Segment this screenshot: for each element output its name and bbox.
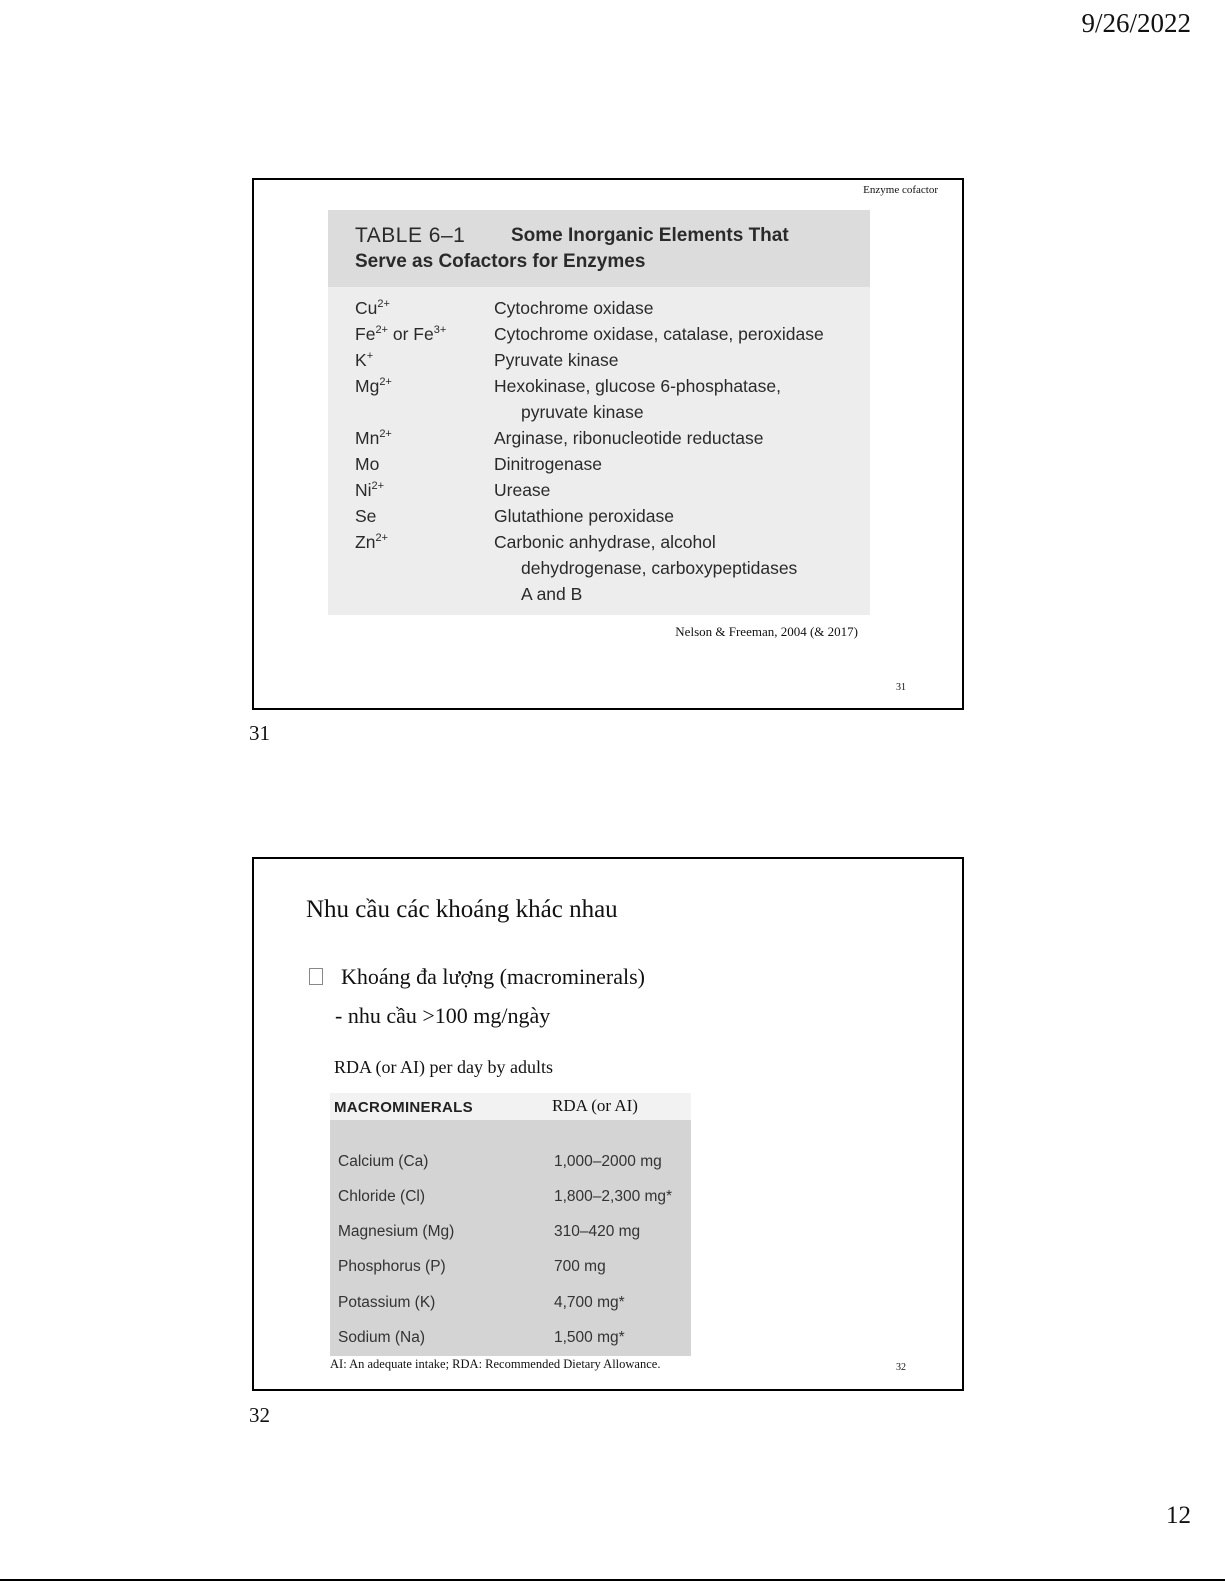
element-cell: K+ <box>355 350 374 370</box>
enzyme-cell: Dinitrogenase <box>494 454 602 474</box>
table-title-line2: Serve as Cofactors for Enzymes <box>355 251 646 272</box>
element-cell: Se <box>355 506 377 526</box>
mineral-rda: 700 mg <box>554 1258 606 1275</box>
table-label: TABLE 6–1 <box>355 224 466 247</box>
enzyme-cell: Pyruvate kinase <box>494 350 619 370</box>
column-header: RDA (or AI) <box>552 1096 638 1115</box>
enzyme-cell: Hexokinase, glucose 6-phosphatase, <box>494 376 781 396</box>
table-body <box>330 1120 691 1356</box>
slide-32 <box>252 857 964 1391</box>
sub-bullet: - nhu cầu >100 mg/ngày <box>335 1003 551 1028</box>
slide-topic-label: Enzyme cofactor <box>863 184 938 196</box>
mineral-rda: 1,500 mg* <box>554 1329 625 1346</box>
enzyme-cell: Arginase, ribonucleotide reductase <box>494 428 764 448</box>
enzyme-cell: A and B <box>521 584 583 604</box>
slide-caption: 31 <box>249 721 270 745</box>
enzyme-cell: Cytochrome oxidase <box>494 298 654 318</box>
mineral-rda: 1,000–2000 mg <box>554 1153 662 1170</box>
enzyme-cell: Urease <box>494 480 551 500</box>
enzyme-cell: Carbonic anhydrase, alcohol <box>494 532 716 552</box>
mineral-name: Potassium (K) <box>338 1294 436 1311</box>
table-caption: RDA (or AI) per day by adults <box>334 1057 553 1077</box>
enzyme-cell: Glutathione peroxidase <box>494 506 674 526</box>
bullet-box-icon <box>309 968 323 985</box>
mineral-name: Chloride (Cl) <box>338 1188 425 1205</box>
mineral-name: Phosphorus (P) <box>338 1258 446 1275</box>
mineral-name: Calcium (Ca) <box>338 1153 429 1170</box>
slide-title: Nhu cầu các khoáng khác nhau <box>306 896 618 923</box>
element-cell: $Zn^{2+}$ <box>355 532 388 552</box>
mineral-name: Sodium (Na) <box>338 1329 425 1346</box>
bullet-item <box>309 964 645 990</box>
table-header <box>328 210 870 287</box>
page-number: 12 <box>1166 1502 1191 1529</box>
element-cell: $Ni^{2+}$ <box>355 480 385 500</box>
element-cell: $Mn^{2+}$ <box>355 428 392 448</box>
element-cell: $Fe^{2+}$ or $Fe^{3+}$ <box>355 324 447 344</box>
table-footnote: AI: An adequate intake; RDA: Recommended Dietary Allowance. <box>330 1357 661 1371</box>
enzyme-cell: Cytochrome oxidase, catalase, peroxidase <box>494 324 824 344</box>
slide-number: 31 <box>896 682 906 693</box>
macrominerals-table <box>330 1093 691 1356</box>
table-title-line1: Some Inorganic Elements That <box>511 225 789 246</box>
mineral-name: Magnesium (Mg) <box>338 1223 455 1240</box>
mineral-rda: 1,800–2,300 mg* <box>554 1188 673 1205</box>
slide-31 <box>252 178 964 710</box>
cofactor-table <box>328 210 870 615</box>
page-bottom-divider <box>0 1579 1225 1581</box>
document-date: 9/26/2022 <box>1081 8 1191 38</box>
element-cell: $Cu^{2+}$ <box>355 298 390 318</box>
mineral-rda: 4,700 mg* <box>554 1294 625 1311</box>
enzyme-cell: dehydrogenase, carboxypeptidases <box>521 558 798 578</box>
mineral-rda: 310–420 mg <box>554 1223 641 1240</box>
element-cell: Mo <box>355 454 380 474</box>
enzyme-cell: pyruvate kinase <box>521 402 644 422</box>
bullet-text: Khoáng đa lượng (macrominerals) <box>341 964 645 989</box>
column-header: MACROMINERALS <box>334 1099 473 1116</box>
slide-caption: 32 <box>249 1403 270 1427</box>
element-cell: $Mg^{2+}$ <box>355 376 392 396</box>
source-citation: Nelson & Freeman, 2004 (& 2017) <box>675 624 858 639</box>
table-header <box>330 1093 691 1120</box>
slide-number: 32 <box>896 1362 906 1373</box>
